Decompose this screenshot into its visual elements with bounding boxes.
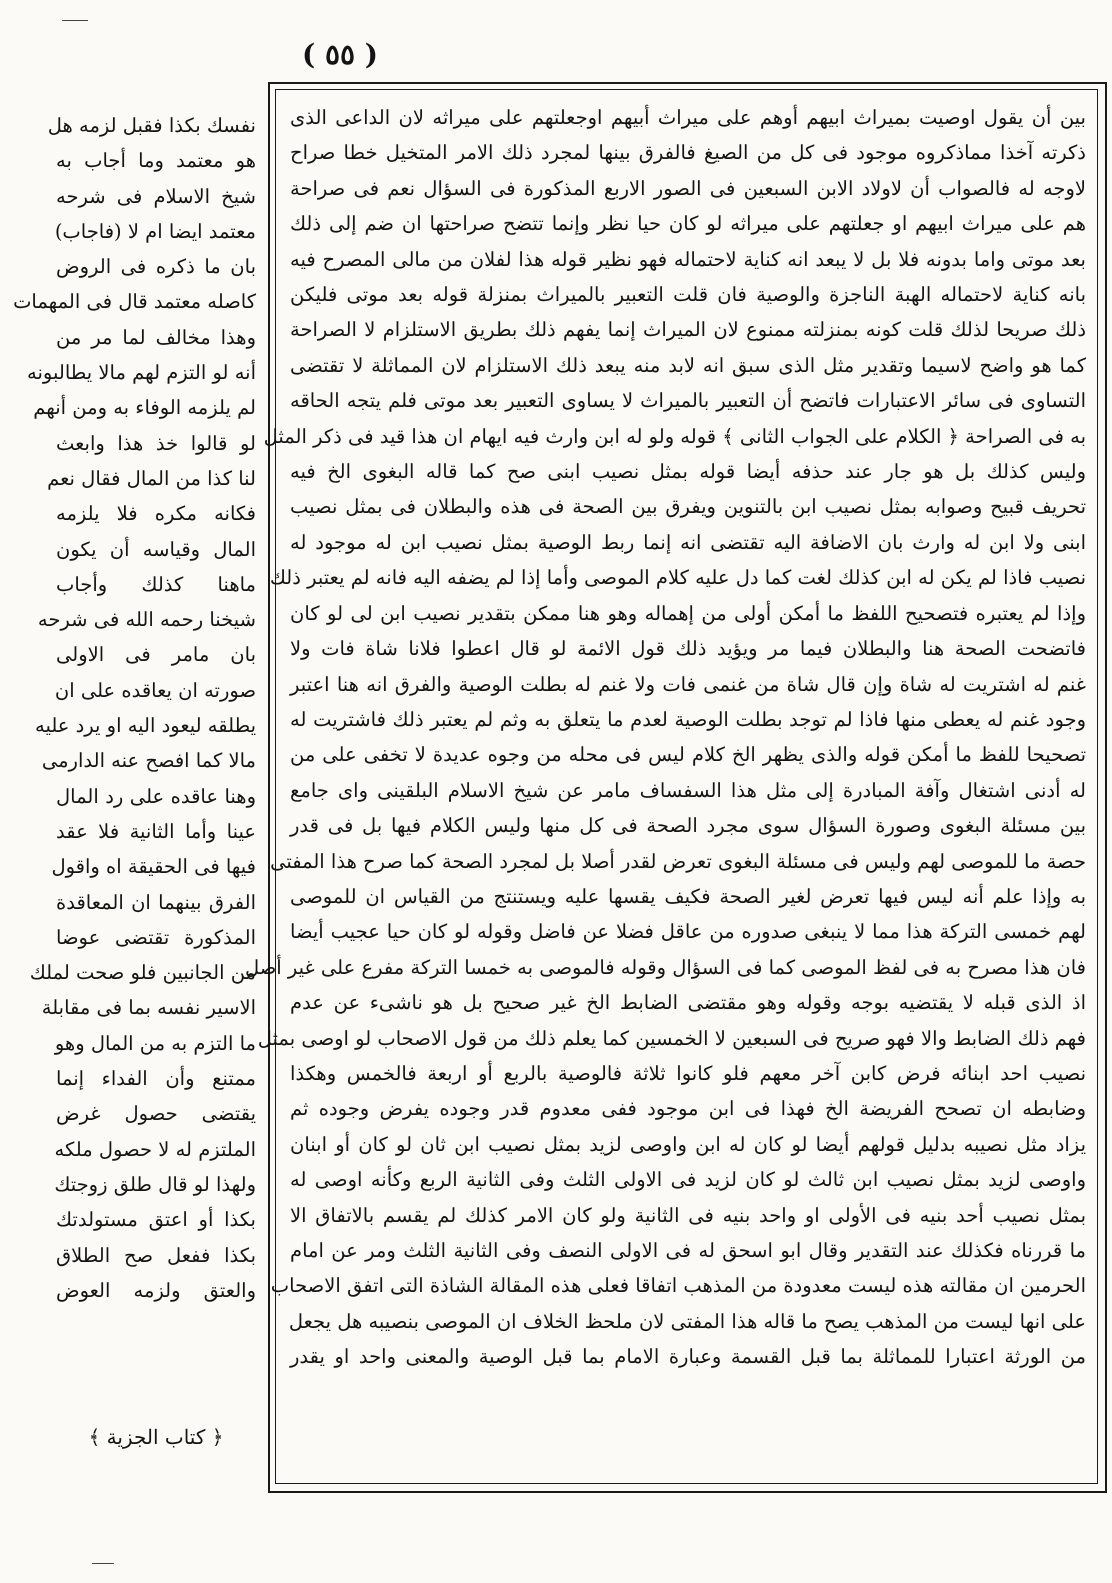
text-line: تصحيحا للفظ ما أمكن قوله والذى يظهر الخ كلام ليس فى محله من وجوه عديدة لا تخفى على من (290, 743, 1086, 767)
text-line: بعد موتى واما بدونه فلا بل لا يبعد انه كناية لاحتماله فهو نظير قوله هذا لفلان من مالى المصرح فيه (290, 247, 1086, 271)
text-line: فكانه مكره فلا يلزمه (56, 502, 256, 526)
text-line: ماهنا كذلك وأجاب (56, 572, 256, 596)
text-line: الفرق بينهما ان المعاقدة (56, 890, 256, 914)
text-line: المال وقياسه أن يكون (56, 537, 256, 561)
corner-mark-bottom (92, 1563, 114, 1564)
text-line: بان ما ذكره فى الروض (56, 255, 256, 279)
text-line: وجود غنم له يعطى منها فاذا لم توجد بطلت الوصية لعدم ما يتعلق به وثم لم يعتبر ذلك فاشتريت له (290, 707, 1086, 731)
text-line: وضابطه ان تصحح الفريضة الخ فهذا فى ابن موجود ففى معدوم قدر وجوده يفرض وجوده ثم (290, 1097, 1086, 1121)
page-number: ( ٥٥ ) (301, 38, 379, 71)
corner-mark-top (62, 20, 88, 21)
text-line: بمثل نصيب أحد بنيه فى الأولى او واحد بنيه فى الثانية ولو كان الامر كذلك لم يقسم بالاتفاق الا (290, 1203, 1086, 1227)
margin-text-block (13, 108, 256, 1308)
text-line: الحرمين ان مقالته هذه ليست معدودة من المذهب اتفاقا فعلى هذه المقالة الشاذة التى اتفق الاصحاب (270, 1274, 1086, 1298)
text-line: فان هذا مصرح به فى لفظ الموصى كما فى السؤال وقوله فالموصى به خمسا التركة مفرع على غير أصل (244, 955, 1086, 979)
text-line: يزاد مثل نصيبه بدليل قولهم أيضا لو كان له ابن واوصى لزيد بمثل نصيب ابن ثان لو كان أو ابنان (290, 1132, 1086, 1156)
text-line: لهم خمسى التركة هذا مما لا ينبغى صدوره من عاقل فضلا عن فاضل وقوله لو كان حيا عجيب أيضا (290, 920, 1086, 944)
text-line: وهذا مخالف لما مر من (56, 325, 256, 349)
text-line: بانه كناية لاحتماله الهبة الناجزة والوصية فان قلت التعبير بالميراث بمنزلة قوله بعد موتى فليكن (290, 283, 1086, 307)
text-line: فيها فى الحقيقة اه واقول (51, 855, 256, 879)
text-line: هو معتمد وما أجاب به (56, 149, 256, 173)
text-line: عينا وأما الثانية فلا عقد (56, 819, 256, 843)
text-line: ولهذا لو قال طلق زوجتك (54, 1172, 256, 1196)
text-line: نصيب فاذا لم يكن له ابن كذلك لغت كما دل عليه كلام الموصى وأما إذا لم يضفه اليه فانه لم يعتبر ذلك (269, 566, 1086, 590)
text-line: به وإذا علم أنه ليس فيها تعرض لغير الصحة فكيف يقسها عليه ويستنتج من القياس ان للموصى (290, 884, 1086, 908)
text-line: له أدنى اشتغال وآفة المبادرة إلى مثل هذا السفساف مامر عن شيخ الاسلام البلقينى واى جامع (290, 778, 1086, 802)
text-line: بكذا ففعل صح الطلاق (56, 1243, 256, 1267)
text-line: لم يلزمه الوفاء به ومن أنهم (33, 396, 256, 420)
text-line: معتمد ايضا ام لا (فاجاب) (54, 219, 256, 243)
text-line: ما قررناه فكذلك عند التقدير وقال ابو اسحق له فى الاولى النصف وفى الثانية الثلث ومر عن امام (290, 1239, 1086, 1262)
text-line: بين مسئلة البغوى وصورة السؤال سوى مجرد الصحة فى كل منها وليس الكلام فيها بل فى قدر (290, 814, 1086, 838)
text-line: حصة ما للموصى لهم وليس فى مسئلة البغوى تعرض لقدر أصلا بل لمجرد الصحة كما صرح هذا المفتى (270, 849, 1086, 873)
text-line: فاتضحت الصحة هنا والبطلان فيما مر ويؤيد ذلك قول الائمة لو قال اعطوا فلانا شاة فات ولا (290, 637, 1086, 661)
text-line: لنا كذا من المال فقال نعم (47, 466, 256, 490)
text-line: من الورثة اعتبارا للمماثلة بما قبل القسمة وعبارة الامام بما قبل الوصية والمعنى واحد او يقدر (290, 1345, 1086, 1369)
text-line: شيخ الاسلام فى شرحه (56, 184, 256, 208)
text-line: بين أن يقول اوصيت بميراث ابيهم أوهم على ميراث أبيهم اوجعلتهم على ميراثه لان الداعى الذى (290, 106, 1086, 129)
text-line: ذكرته آخذا مماذكروه موجود فى كل من الصيغ فالفرق بينها لمجرد ذلك الامر المتخيل خطا صراح (290, 141, 1086, 165)
margin-section-heading: ﴿ كتاب الجزية ﴾ (88, 1425, 224, 1449)
text-line: يطلقه ليعود اليه او يرد عليه (34, 714, 256, 738)
text-line: وليس كذلك بل هو جار عند حذفه أيضا قوله بمثل نصيب ابنى صح كما قاله البغوى الخ فيه (290, 460, 1086, 484)
text-line: ابنى ولا ابن له وارث بان الاضافة اليه تقتضى انه إنما ربط الوصية بمثل نصيب ابن له موجود له (290, 530, 1086, 554)
text-line: كاصله معتمد قال فى المهمات (13, 290, 256, 314)
text-line: يقتضى حصول غرض (56, 1102, 256, 1126)
text-line: واوصى لزيد بمثل نصيب ابن ثالث لو كان لزيد فى الاولى الثلث وفى الثانية الربع وكأنه اوصى له (290, 1168, 1086, 1192)
text-line: ما التزم به من المال وهو (54, 1031, 256, 1055)
text-line: به فى الصراحة ﴿ الكلام على الجواب الثانى ﴾ قوله ولو له ابن وارث فيه ايهام ان هذا قيد فى ذكر المثل (263, 424, 1086, 448)
text-line: من الجانبين فلو صحت لملك (29, 961, 256, 985)
text-line: المذكورة تقتضى عوضا (56, 925, 256, 949)
text-line: غنم له اشتريت له شاة وإن قال شاة من غنمى فات ولا غنم له بطلت الوصية والفرق انه هنا اعتبر (290, 672, 1086, 696)
text-line: الاسير نفسه بما فى مقابلة (41, 996, 256, 1020)
text-line: الملتزم له لا حصول ملكه (54, 1137, 256, 1161)
text-line: لو قالوا خذ هذا وابعث (56, 431, 256, 455)
text-line: فهم ذلك الضابط والا فهو صريح فى السبعين لا الخمسين كما يعلم ذلك من قول الاصحاب لو اوصى بمثل (257, 1026, 1086, 1050)
text-line: كما هو واضح لاسيما وتقدير مثل الذى سبق انه لابد منه يبعد ذلك الاستلزام لان المماثلة لا تقتضى (290, 353, 1086, 377)
text-line: شيخنا رحمه الله فى شرحه (37, 608, 256, 632)
text-line: وإذا لم يعتبره فتصحيح اللفظ ما أمكن أولى من إهماله وهو هنا ممكن بتقدير نصيب ابن لى لو كان (290, 601, 1086, 625)
text-line: تحريف قبيح وصوابه بمثل نصيب ابن بالتنوين ويفرق بين الصحة فى هذه والبطلان فى بمثل نصيب (290, 495, 1086, 519)
text-line: لاوجه له فالصواب أن لاولاد الابن السبعين فى الصور الاربع المذكورة فى السؤال نعم فى صراحة (290, 176, 1086, 200)
text-line: على انها ليست من المذهب يصح ما قاله هذا المفتى لان ملحظ الخلاف ان الموصى بنصيبه هل يجعل (288, 1309, 1086, 1333)
text-line: وهنا عاقده على رد المال (56, 784, 256, 808)
text-line: ممتنع وأن الفداء إنما (56, 1067, 256, 1091)
text-line: بان مامر فى الاولى (56, 643, 256, 667)
main-text-block (244, 100, 1086, 1375)
text-line: نفسك بكذا فقبل لزمه هل (47, 114, 256, 137)
text-line: التساوى فى سائر الاعتبارات فاتضح أن التعبير بالميراث لا يساوى التعبير بعد موتى فلم يتجه الحاقه (290, 389, 1086, 413)
text-line: صورته ان يعاقده على ان (54, 678, 256, 702)
text-line: نصيب احد ابنائه فرض كابن آخر معهم فلو كانوا ثلاثة فالوصية بالربع أو اربعة فالخمس وهكذا (290, 1061, 1086, 1085)
text-line: أنه لو التزم لهم مالا يطالبونه (27, 361, 256, 385)
text-line: هم على ميراث ابيهم او جعلتهم على ميراثه لو كان حيا نظر وإنما تتضح صراحتها ان ضم إلى ذلك (290, 212, 1086, 236)
text-line: بكذا أو اعتق مستولدتك (56, 1208, 256, 1232)
text-line: مالا كما افصح عنه الدارمى (41, 749, 256, 773)
text-line: ذلك صريحا لذلك قلت كونه بمنزلته ممنوع لان الميراث إنما يفهم ذلك بطريق الاستلزام لا الصراحة (290, 318, 1086, 342)
text-line: اذ الذى قبله لا يقتضيه بوجه وقوله وهو مقتضى الضابط الخ غير صحيح بل هو ناشىء عن عدم (290, 991, 1086, 1015)
text-line: والعتق ولزمه العوض (56, 1278, 256, 1302)
